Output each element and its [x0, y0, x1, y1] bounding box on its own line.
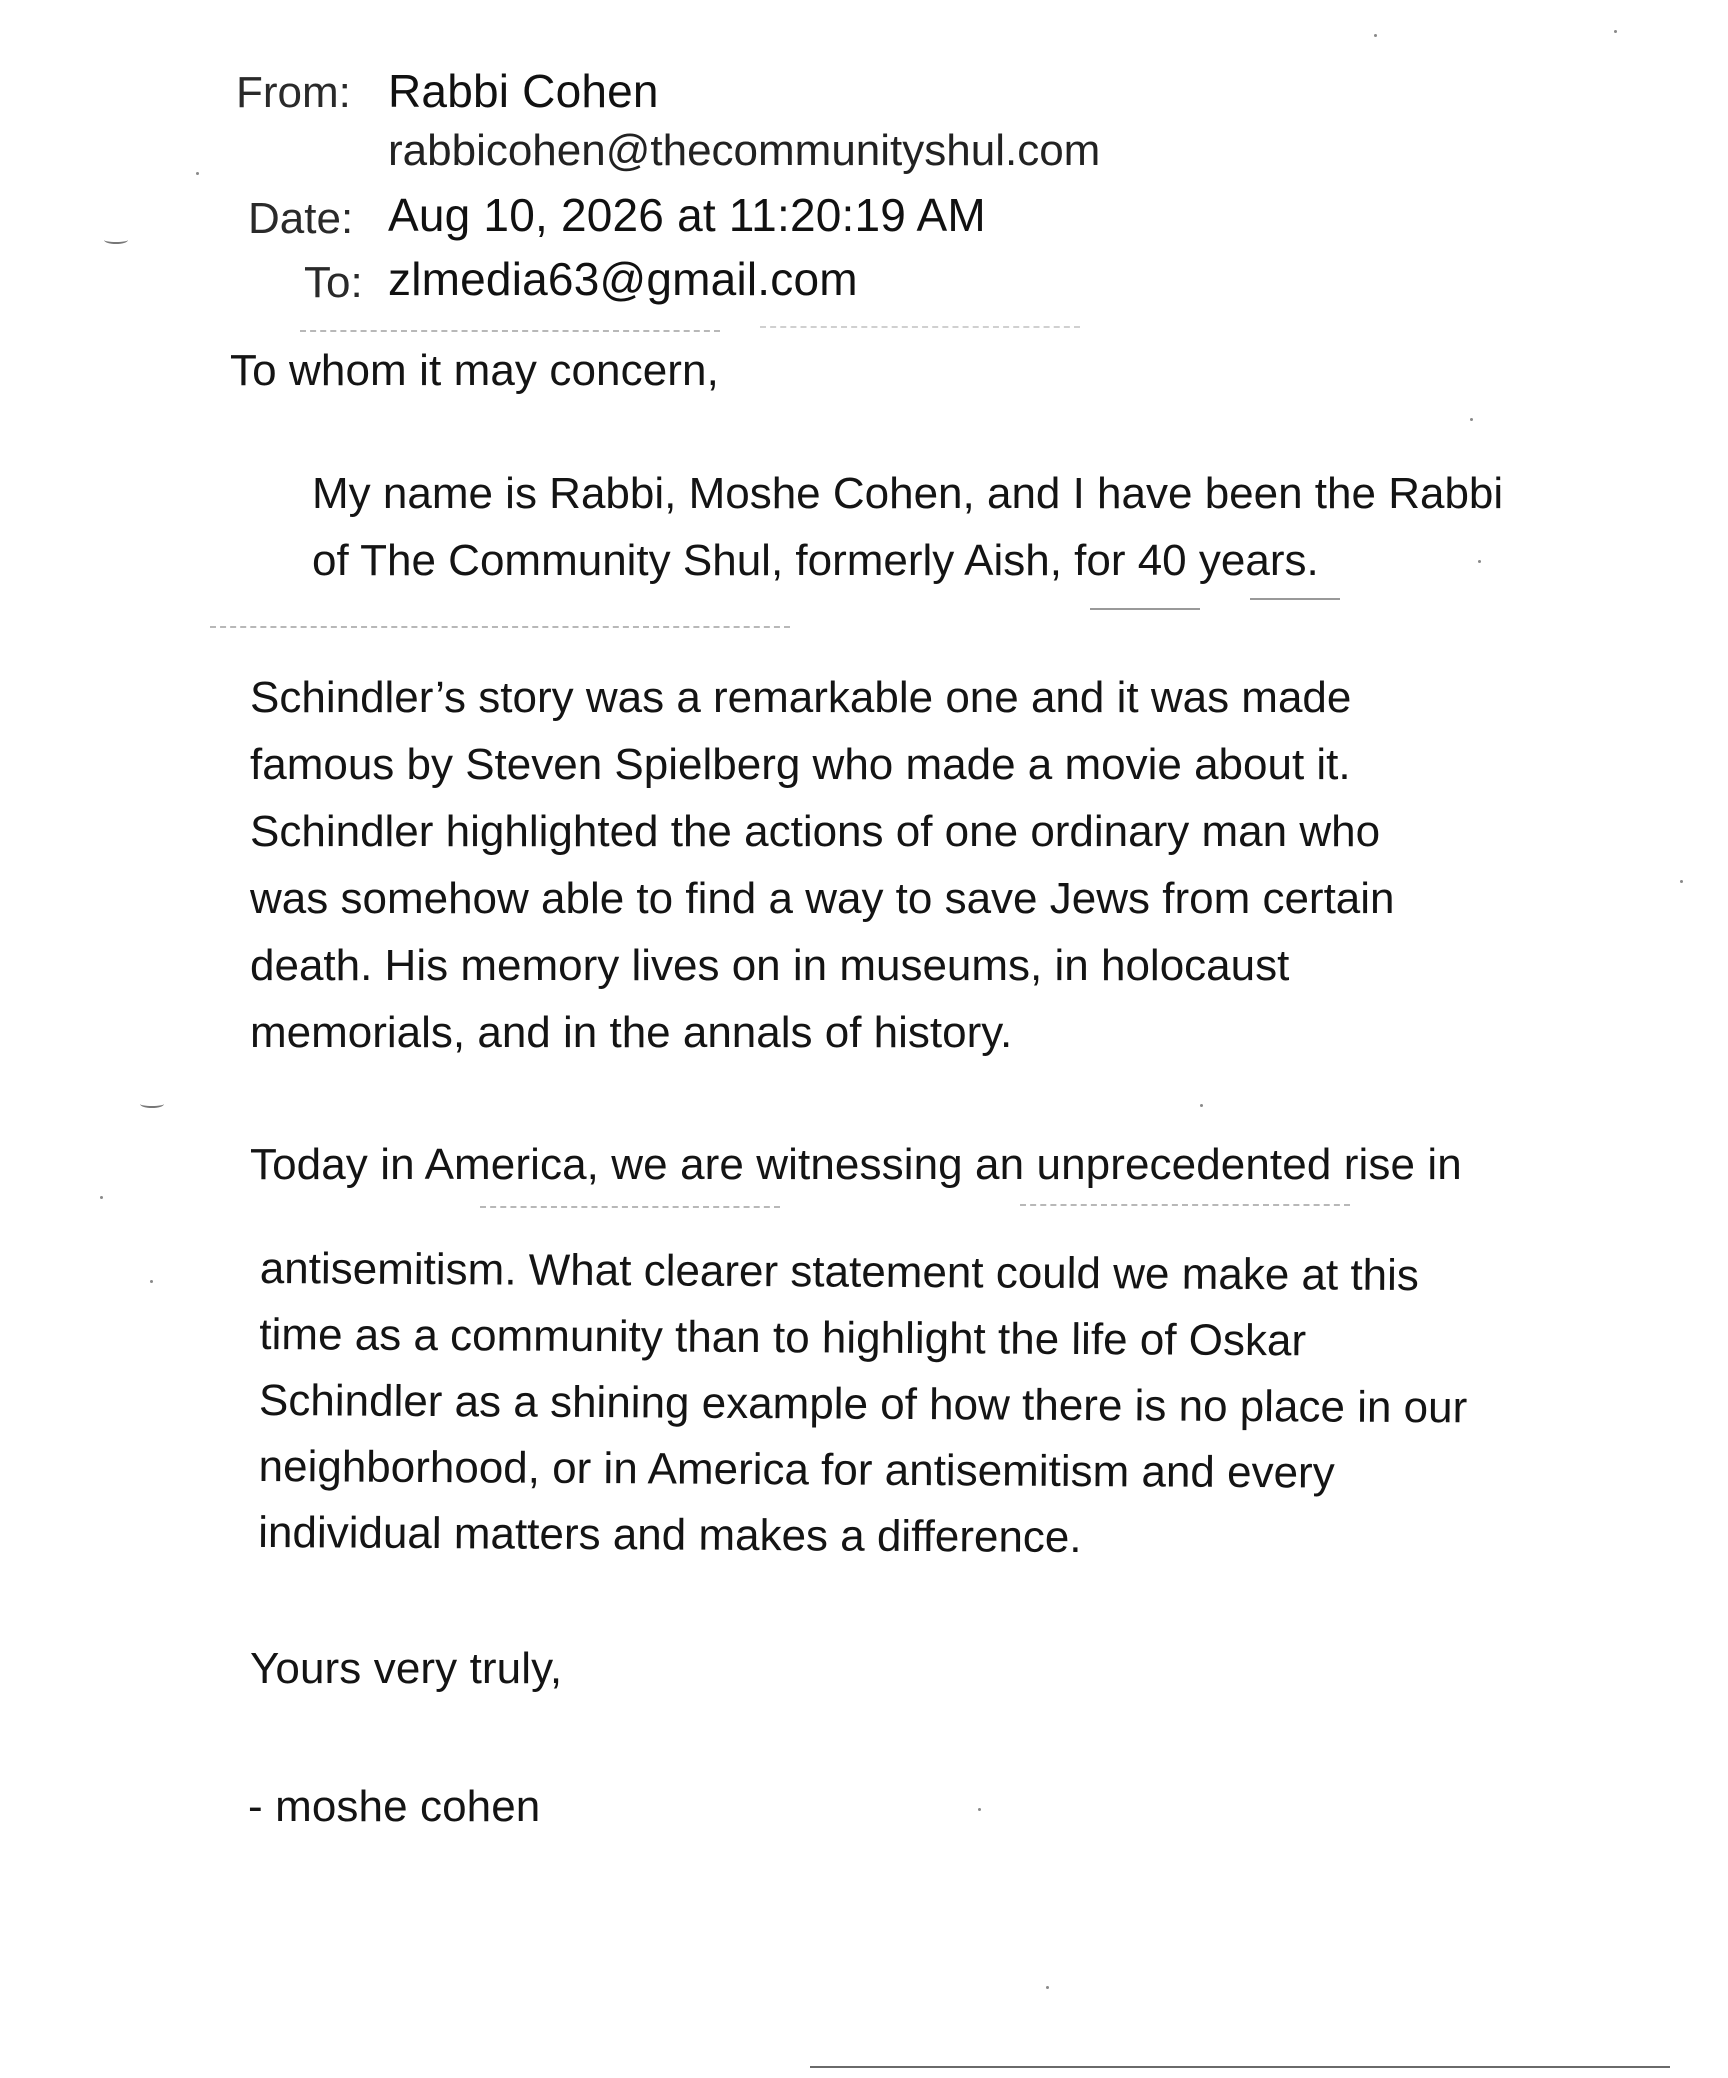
- scan-speck: [1478, 560, 1481, 563]
- paragraph-today-line-2: antisemitism. What clearer statement could we make at this: [259, 1243, 1420, 1301]
- scan-bottom-edge-rule: [810, 2066, 1670, 2068]
- scan-speck: [1374, 34, 1377, 37]
- paragraph-intro-line-2: of The Community Shul, formerly Aish, for 40 years.: [312, 536, 1319, 585]
- to-value: zlmedia63@gmail.com: [388, 253, 858, 305]
- from-label: From:: [236, 68, 351, 117]
- scan-speck: [150, 1280, 153, 1283]
- scan-speck: [1470, 418, 1473, 421]
- paragraph-today-rest: [258, 1236, 1468, 1573]
- paragraph-today-line-3: time as a community than to highlight the life of Oskar: [259, 1309, 1307, 1366]
- scan-speck: [1614, 30, 1617, 33]
- scan-artifact-rule-4: [480, 1206, 780, 1208]
- header-separator-rule-faint: [760, 326, 1080, 328]
- signature: - moshe cohen: [248, 1782, 541, 1831]
- paragraph-schindler: [250, 664, 1395, 1066]
- closing: Yours very truly,: [250, 1644, 563, 1693]
- paragraph-today-line-1: Today in America, we are witnessing an unprecedented rise in: [250, 1140, 1462, 1189]
- paragraph-schindler-line-5: death. His memory lives on in museums, in holocaust: [250, 941, 1290, 990]
- from-email: rabbicohen@thecommunityshul.com: [388, 126, 1101, 175]
- date-value: Aug 10, 2026 at 11:20:19 AM: [388, 189, 986, 241]
- date-label: Date:: [248, 194, 354, 243]
- header-separator-rule: [300, 330, 720, 332]
- scan-speck: [978, 1808, 981, 1811]
- scan-speck: [1680, 880, 1683, 883]
- paragraph-schindler-line-1: Schindler’s story was a remarkable one and it was made: [250, 673, 1352, 722]
- paragraph-today-line-4: Schindler as a shining example of how there is no place in our: [258, 1375, 1468, 1433]
- scan-speck: [1200, 1104, 1203, 1107]
- scan-artifact-rule-3: [1250, 598, 1340, 600]
- salutation: To whom it may concern,: [230, 346, 719, 395]
- scan-artifact-rule-1: [210, 626, 790, 628]
- paragraph-today-line-6: individual matters and makes a difference.: [258, 1507, 1082, 1563]
- paragraph-schindler-line-2: famous by Steven Spielberg who made a movie about it.: [250, 740, 1351, 789]
- scan-artifact-rule-2: [1090, 608, 1200, 610]
- from-name: Rabbi Cohen: [388, 65, 659, 117]
- paragraph-schindler-line-6: memorials, and in the annals of history.: [250, 1008, 1013, 1057]
- scan-speck: [1046, 1986, 1049, 1989]
- paragraph-intro-line-1: My name is Rabbi, Moshe Cohen, and I have been the Rabbi: [312, 469, 1504, 518]
- paragraph-today-line-5: neighborhood, or in America for antisemitism and every: [258, 1441, 1335, 1498]
- scan-artifact-rule-5: [1020, 1204, 1350, 1206]
- paragraph-schindler-line-4: was somehow able to find a way to save Jews from certain: [250, 874, 1395, 923]
- paragraph-intro: [312, 460, 1503, 594]
- scan-mark: [140, 1100, 164, 1108]
- scan-speck: [196, 172, 199, 175]
- to-label: To:: [304, 258, 363, 307]
- paragraph-schindler-line-3: Schindler highlighted the actions of one ordinary man who: [250, 807, 1381, 856]
- scan-speck: [100, 1196, 103, 1199]
- scan-mark: [104, 236, 128, 244]
